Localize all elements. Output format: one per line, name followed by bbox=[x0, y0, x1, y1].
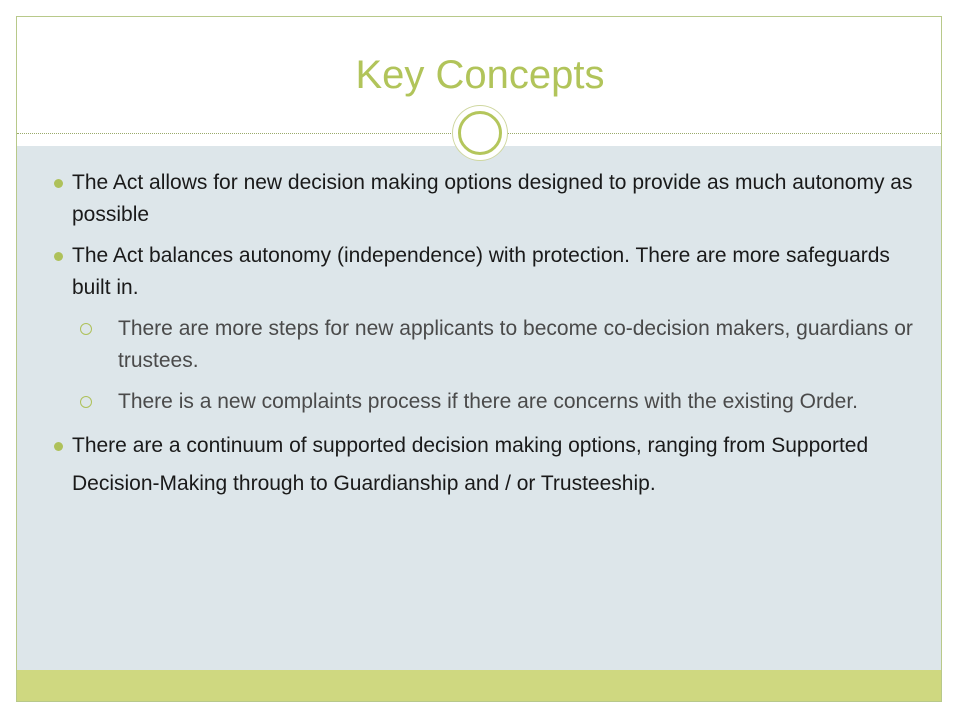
bullet-text: The Act balances autonomy (independence) with protection. There are more safeguards built in. bbox=[72, 244, 890, 299]
sub-bullet-circle-icon bbox=[80, 323, 92, 335]
sub-bullet-text: There are more steps for new applicants to become co-decision makers, guardians or trustees. bbox=[118, 317, 913, 372]
footer-bar bbox=[17, 670, 941, 701]
bullet-text: There are a continuum of supported decision making options, ranging from Supported Decision-Making through to Guardianship and / or Trusteeship. bbox=[72, 434, 869, 495]
bullet-dot-icon bbox=[54, 179, 63, 188]
ring-inner bbox=[458, 111, 502, 155]
sub-bullet-item bbox=[50, 313, 920, 377]
bullet-item bbox=[50, 427, 920, 503]
sub-bullet-circle-icon bbox=[80, 396, 92, 408]
bullet-list bbox=[50, 167, 920, 512]
sub-bullet-item bbox=[50, 386, 920, 418]
ring-icon bbox=[453, 106, 507, 160]
bullet-text: The Act allows for new decision making options designed to provide as much autonomy as possible bbox=[72, 171, 913, 226]
bullet-dot-icon bbox=[54, 442, 63, 451]
sub-bullet-text: There is a new complaints process if there are concerns with the existing Order. bbox=[118, 390, 859, 413]
bullet-dot-icon bbox=[54, 252, 63, 261]
bullet-item bbox=[50, 167, 920, 231]
bullet-item bbox=[50, 240, 920, 304]
slide-title: Key Concepts bbox=[355, 53, 605, 97]
